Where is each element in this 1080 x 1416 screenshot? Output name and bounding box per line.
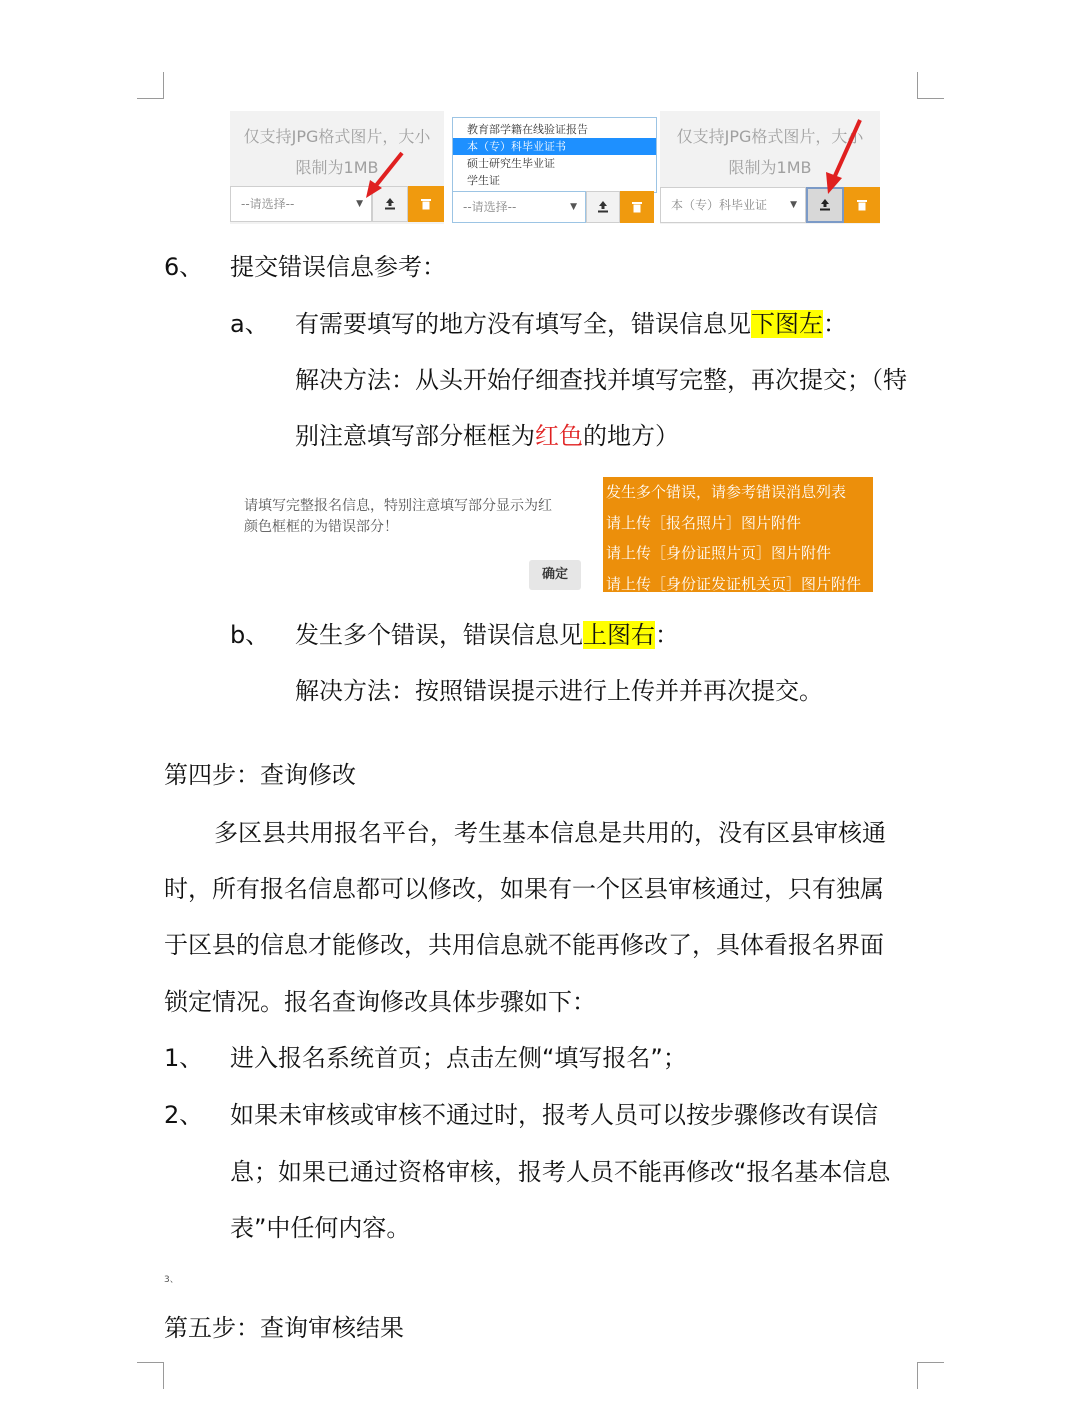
section-6-number: 6、 bbox=[164, 253, 204, 281]
solution-text-after: 的地方） bbox=[583, 422, 679, 450]
error-message-item: 发生多个错误，请参考错误消息列表 bbox=[606, 483, 847, 501]
step-4-item3-number: 3、 bbox=[164, 1275, 179, 1285]
step-4-paragraph-line1: 多区县共用报名平台，考生基本信息是共用的，没有区县审核通 bbox=[214, 819, 886, 847]
step-4-heading: 第四步：查询修改 bbox=[164, 761, 356, 789]
error-message-item: 请上传［报名照片］图片附件 bbox=[606, 513, 802, 532]
upload-hint-line1: 仅支持JPG格式图片，大小 bbox=[243, 127, 431, 146]
item-a-marker: a、 bbox=[230, 310, 269, 338]
item-a-text-before: 有需要填写的地方没有填写全，错误信息见 bbox=[295, 310, 751, 338]
item-b-text-after: ： bbox=[655, 621, 679, 649]
step-4-item1-number: 1、 bbox=[164, 1044, 204, 1072]
trash-icon bbox=[857, 199, 867, 211]
file-type-select[interactable] bbox=[660, 187, 806, 223]
upload-icon bbox=[596, 200, 610, 214]
select-value: 本（专）科毕业证 bbox=[671, 198, 768, 212]
solution-red-text: 红色 bbox=[535, 422, 583, 450]
dialog-message-line1: 请填写完整报名信息，特别注意填写部分显示为红 bbox=[244, 498, 552, 514]
trash-icon bbox=[632, 201, 642, 213]
upload-button[interactable] bbox=[586, 191, 620, 223]
step-4-paragraph-line2: 时，所有报名信息都可以修改，如果有一个区县审核通过，只有独属 bbox=[164, 875, 884, 903]
error-message-item: 请上传［身份证发证机关页］图片附件 bbox=[606, 574, 862, 593]
corner-mark-bottom-left bbox=[137, 1362, 164, 1389]
item-a-solution-line2 bbox=[295, 421, 679, 451]
item-a-text-after: ： bbox=[823, 310, 847, 338]
upload-panel-middle bbox=[450, 111, 658, 224]
item-b-text bbox=[295, 620, 679, 650]
item-a-text bbox=[295, 309, 847, 339]
red-arrow-icon bbox=[820, 116, 870, 196]
item-b-text-before: 发生多个错误，错误信息见 bbox=[295, 621, 583, 649]
file-type-select[interactable] bbox=[452, 191, 586, 223]
step-4-paragraph-line3: 于区县的信息才能修改，共用信息就不能再修改了，具体看报名界面 bbox=[164, 931, 884, 959]
step-4-item2-line1: 如果未审核或审核不通过时，报考人员可以按步骤修改有误信 bbox=[230, 1101, 878, 1129]
item-b-highlight: 上图右 bbox=[583, 621, 655, 649]
upload-panel-left bbox=[230, 111, 444, 224]
dropdown-option[interactable]: 硕士研究生毕业证 bbox=[467, 157, 555, 170]
item-b-solution: 解决方法：按照错误提示进行上传并并再次提交。 bbox=[295, 677, 823, 705]
step-4-paragraph-line4: 锁定情况。报名查询修改具体步骤如下： bbox=[164, 988, 596, 1016]
upload-hint-line2: 限制为1MB bbox=[295, 158, 379, 177]
dropdown-list bbox=[452, 117, 657, 193]
select-value: --请选择-- bbox=[241, 197, 295, 211]
dialog-message-line2: 颜色框框的为错误部分！ bbox=[244, 519, 398, 535]
red-arrow-icon bbox=[360, 150, 410, 200]
corner-mark-top-left bbox=[137, 72, 164, 99]
item-b-marker: b、 bbox=[230, 621, 270, 649]
trash-icon bbox=[421, 198, 431, 210]
item-a-solution-line1: 解决方法：从头开始仔细查找并填写完整，再次提交；（特 bbox=[295, 366, 907, 394]
solution-text-before: 别注意填写部分框框为 bbox=[295, 422, 535, 450]
section-6-title: 提交错误信息参考： bbox=[230, 253, 446, 281]
upload-hint-line2: 限制为1MB bbox=[728, 158, 812, 177]
step-4-item1-text: 进入报名系统首页；点击左侧“填写报名”； bbox=[230, 1044, 687, 1072]
file-type-select[interactable] bbox=[230, 186, 372, 222]
corner-mark-top-right bbox=[917, 72, 944, 99]
dropdown-option-selected[interactable]: 本（专）科毕业证书 bbox=[453, 138, 656, 155]
step-5-heading: 第五步：查询审核结果 bbox=[164, 1314, 404, 1342]
step-4-item2-line2: 息；如果已通过资格审核，报考人员不能再修改“报名基本信息 bbox=[230, 1158, 891, 1186]
delete-button[interactable] bbox=[408, 186, 444, 222]
dropdown-option[interactable]: 学生证 bbox=[467, 174, 500, 187]
error-message-list bbox=[603, 477, 873, 592]
step-4-item2-number: 2、 bbox=[164, 1101, 204, 1129]
error-message-item: 请上传［身份证照片页］图片附件 bbox=[606, 544, 832, 562]
dropdown-option[interactable]: 教育部学籍在线验证报告 bbox=[467, 123, 588, 136]
chevron-down-icon: ▼ bbox=[790, 200, 797, 210]
delete-button[interactable] bbox=[620, 191, 654, 223]
dialog-ok-button[interactable]: 确定 bbox=[529, 560, 581, 590]
item-a-highlight: 下图左 bbox=[751, 310, 823, 338]
upload-hint-line1: 仅支持JPG格式图片，大小 bbox=[676, 127, 864, 146]
chevron-down-icon: ▼ bbox=[356, 199, 363, 209]
chevron-down-icon: ▼ bbox=[570, 202, 577, 212]
select-value: --请选择-- bbox=[463, 200, 517, 214]
corner-mark-bottom-right bbox=[917, 1362, 944, 1389]
upload-icon bbox=[818, 198, 832, 212]
step-4-item2-line3: 表”中任何内容。 bbox=[230, 1214, 411, 1242]
